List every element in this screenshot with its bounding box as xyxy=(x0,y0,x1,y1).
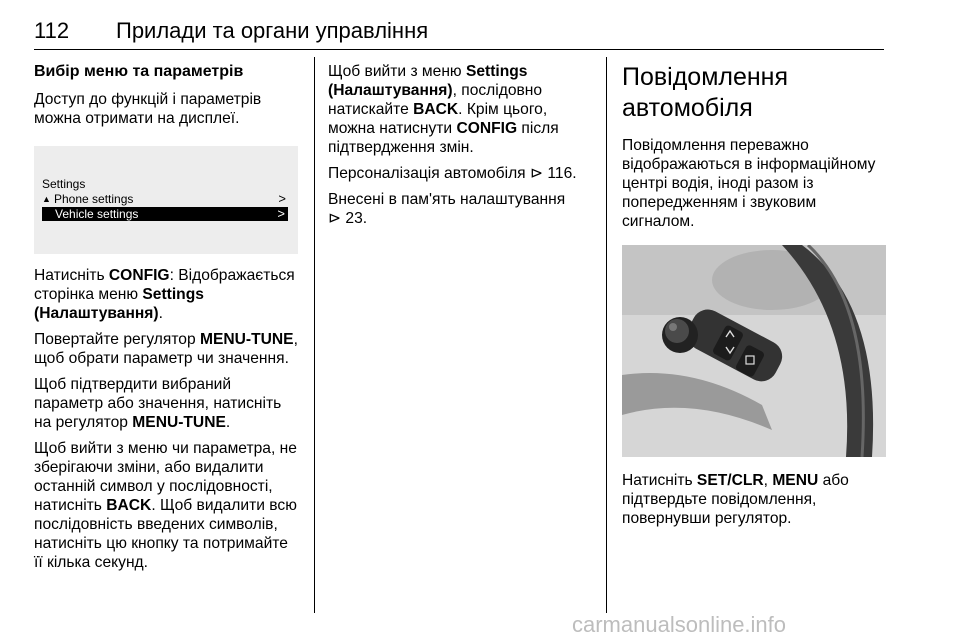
section-heading-menu: Вибір меню та параметрів xyxy=(34,63,244,80)
column-3 xyxy=(622,62,890,535)
column-divider xyxy=(606,57,607,613)
page-reference-icon: ⊳ xyxy=(328,210,342,227)
column-2 xyxy=(328,62,598,235)
paragraph-turn-knob: Повертайте регулятор MENU-TUNE, щоб обрати параметр чи значення. xyxy=(34,331,298,367)
settings-display-illustration xyxy=(34,146,298,254)
paragraph-confirm: Щоб підтвердити вибраний параметр або значення, натисніть на регулятор MENU-TUNE. xyxy=(34,376,282,431)
paragraph-config: Натисніть CONFIG: Відображається сторінка меню Settings (Налаштування). xyxy=(34,267,295,322)
scroll-up-icon: ▲ xyxy=(42,194,51,204)
page-title: Прилади та органи управління xyxy=(116,18,429,43)
cross-reference-saved-settings[interactable]: Внесені в пам'ять налаштування ⊳ 23. xyxy=(328,191,566,227)
chevron-right-icon: > xyxy=(277,206,285,221)
display-title: Settings xyxy=(42,177,86,191)
column-divider xyxy=(314,57,315,613)
page-number: 112 xyxy=(34,18,70,43)
display-row-label: Vehicle settings xyxy=(55,207,139,221)
display-row-label: Phone settings xyxy=(54,192,134,206)
chevron-right-icon: > xyxy=(278,191,286,206)
steering-stalk-photo xyxy=(622,245,886,457)
section-heading-vehicle-messages: Повідомлення автомобіля xyxy=(622,63,789,122)
paragraph-back: Щоб вийти з меню чи параметра, не зберігаючи зміни, або видалити останній символ у послідовності, натисніть BACK. Щоб видалити всю послідовність введених символів, натисніть цю кнопку та потримайте її кілька секунд. xyxy=(34,440,297,571)
intro-paragraph: Повідомлення переважно відображаються в інформаційному центрі водія, іноді разом із попередженням і звуковим сигналом. xyxy=(622,137,876,230)
intro-paragraph: Доступ до функцій і параметрів можна отримати на дисплеї. xyxy=(34,91,262,127)
watermark: carmanualsonline.info xyxy=(572,612,787,637)
page-reference-icon: ⊳ xyxy=(529,165,544,182)
cross-reference-personalization[interactable]: Персоналізація автомобіля ⊳ 116. xyxy=(328,165,577,182)
header-divider xyxy=(34,49,884,50)
page-header xyxy=(34,18,884,52)
paragraph-confirm-message: Натисніть SET/CLR, MENU або підтвердьте повідомлення, повернувши регулятор. xyxy=(622,472,849,527)
display-row-phone-settings xyxy=(42,192,288,206)
display-row-vehicle-settings xyxy=(42,207,288,221)
column-1 xyxy=(34,62,299,579)
paragraph-exit-settings: Щоб вийти з меню Settings (Налаштування), послідовно натискайте BACK. Крім цього, можна натиснути CONFIG після підтвердження змін. xyxy=(328,63,559,156)
